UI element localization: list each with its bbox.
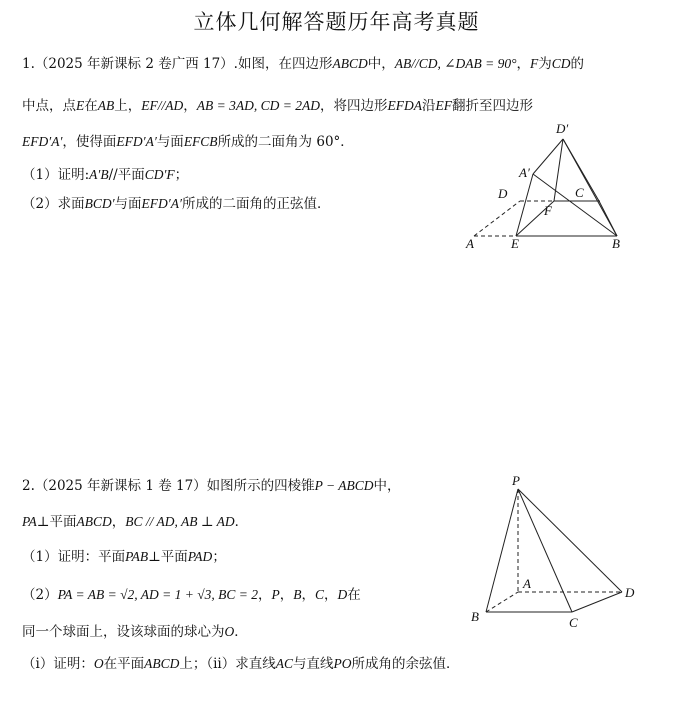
p2-sub-g: 与直线	[292, 656, 334, 672]
p2-sub-c: 在平面	[103, 656, 145, 672]
label-P: P	[512, 473, 520, 488]
p2-sub-e: 上；（ii）求直线	[179, 656, 276, 672]
edge-EA1	[516, 174, 533, 236]
p1-q1-d: CD′F	[144, 167, 175, 182]
p1-line1-h: CD	[551, 56, 571, 71]
p1-line2-g: ，	[183, 98, 197, 114]
label-D-prime: D′	[556, 121, 569, 136]
p1-line1-c: 中，	[367, 56, 395, 72]
p2-q2-j: D	[337, 587, 348, 602]
p2-q2-e: ，	[279, 587, 294, 603]
p1-line2	[22, 94, 533, 114]
p2-line2-c: ABCD	[76, 514, 112, 529]
p2-q2-f: B	[293, 587, 302, 602]
edge-PD	[518, 489, 622, 592]
p2-sub-i: 所成角的余弦值．	[351, 656, 460, 672]
label-D: D	[625, 585, 635, 600]
p1-line1-a: 1.（2025 年新课标 2 卷广西 17）.如图，在四边形	[22, 56, 333, 72]
p1-line1-i: 的	[570, 56, 585, 72]
p1-line2-b: E	[76, 98, 85, 113]
label-E: E	[511, 236, 519, 251]
p1-figure	[455, 118, 670, 258]
p2-sub-a: （i）证明：	[22, 656, 94, 672]
p1-line3-f: 所成的二面角为 60°．	[217, 134, 354, 150]
p1-q2-b: BCD′	[84, 196, 115, 211]
p2-q2-b: PA = AB = √2, AD = 1 + √3, BC = 2	[57, 587, 258, 602]
p2-figure	[465, 470, 645, 630]
edge-PC	[518, 489, 572, 612]
p1-q2-c: 与面	[114, 196, 142, 212]
p1-line2-e: 上，	[114, 98, 142, 114]
p1-line1-f: F	[530, 56, 539, 71]
p1-q1-e: ；	[174, 167, 189, 183]
p1-line2-d: AB	[97, 98, 115, 113]
p1-q1-a: （1）证明:	[22, 167, 90, 183]
p2-line1-c: 中，	[373, 478, 401, 494]
p2-line2-a: PA	[22, 514, 37, 529]
label-A: A	[523, 576, 531, 591]
p2-q1-d: PAD	[187, 549, 213, 564]
p2-sub-d: ABCD	[144, 656, 180, 671]
p1-line3-d: 与面	[156, 134, 184, 150]
p2-line5	[22, 620, 248, 640]
p1-line2-i: ，将四边形	[319, 98, 388, 114]
p1-q2-a: （2）求面	[22, 196, 85, 212]
label-F: F	[544, 203, 552, 218]
p1-line1-g: 为	[538, 56, 552, 72]
p2-q1-b: PAB	[125, 549, 149, 564]
label-A: A	[466, 236, 474, 251]
label-C: C	[569, 615, 578, 630]
p2-q2-g: ，	[301, 587, 315, 603]
p2-line2	[22, 510, 248, 530]
p1-line2-j: EFDA	[387, 98, 422, 113]
p2-line5-b: O	[224, 624, 235, 639]
edge-CD	[572, 592, 622, 612]
p2-q2-d: P	[271, 587, 280, 602]
p1-line2-k: 沿	[421, 98, 436, 114]
p2-sub-f: AC	[275, 656, 293, 671]
p1-line3-a: EFD′A′	[22, 134, 63, 149]
edge-PB	[486, 489, 518, 612]
p2-line1	[22, 474, 401, 494]
p1-line2-m: 翻折至四边形	[451, 98, 533, 114]
p2-line2-e: BC // AD, AB ⊥ AD	[125, 514, 235, 529]
p2-question-2	[22, 583, 361, 603]
p2-q2-i: ，	[324, 587, 338, 603]
label-C: C	[575, 185, 584, 200]
p2-q2-h: C	[314, 587, 324, 602]
p1-line2-c: 在	[84, 98, 98, 114]
p2-line2-b: ⊥平面	[36, 514, 77, 530]
p2-q2-c: ，	[257, 587, 272, 603]
p2-line1-b: P − ABCD	[314, 478, 374, 493]
p2-subquestions	[22, 652, 459, 672]
label-B: B	[612, 236, 620, 251]
p2-line2-f: ．	[234, 514, 249, 530]
p1-line2-f: EF//AD	[141, 98, 184, 113]
p2-q1-e: ；	[212, 549, 226, 565]
p2-q2-k: 在	[347, 587, 361, 603]
p1-line1	[22, 52, 584, 72]
p1-line3-b: ，使得面	[62, 134, 117, 150]
p2-line2-d: ，	[111, 514, 126, 530]
page-title: 立体几何解答题历年高考真题	[193, 10, 480, 34]
p1-line2-h: AB = 3AD, CD = 2AD	[196, 98, 320, 113]
p2-sub-b: O	[93, 656, 104, 671]
p1-line1-d: AB//CD, ∠DAB = 90°	[394, 56, 517, 71]
p1-line2-a: 中点，点	[22, 98, 76, 114]
p1-q2-e: 所成的二面角的正弦值．	[181, 196, 331, 212]
p1-q1-c: //平面	[108, 167, 145, 183]
label-A-prime: A′	[519, 165, 530, 180]
p2-line5-a: 同一个球面上，设该球面的球心为	[22, 624, 225, 640]
label-B: B	[471, 609, 479, 624]
p1-line3	[22, 130, 354, 150]
p1-question-1	[22, 163, 188, 183]
p1-line3-e: EFCB	[183, 134, 218, 149]
p1-q2-d: EFD′A′	[141, 196, 182, 211]
p1-line1-b: ABCD	[332, 56, 368, 71]
p2-sub-h: PO	[333, 656, 352, 671]
p2-line1-a: 2.（2025 年新课标 1 卷 17）如图所示的四棱锥	[22, 478, 315, 494]
p1-question-2	[22, 192, 330, 212]
p1-q1-b: A′B	[89, 167, 109, 182]
p1-line1-e: ，	[516, 56, 531, 72]
p2-q1-a: （1）证明：平面	[22, 549, 126, 565]
p2-line5-c: ．	[234, 624, 248, 640]
p1-line2-l: EF	[435, 98, 452, 113]
label-D: D	[498, 186, 508, 201]
p2-q2-a: （2）	[22, 587, 58, 603]
p2-q1-c: ⊥平面	[148, 549, 188, 565]
edge-AD	[474, 201, 520, 236]
p2-question-1	[22, 545, 226, 565]
p1-line3-c: EFD′A′	[116, 134, 157, 149]
